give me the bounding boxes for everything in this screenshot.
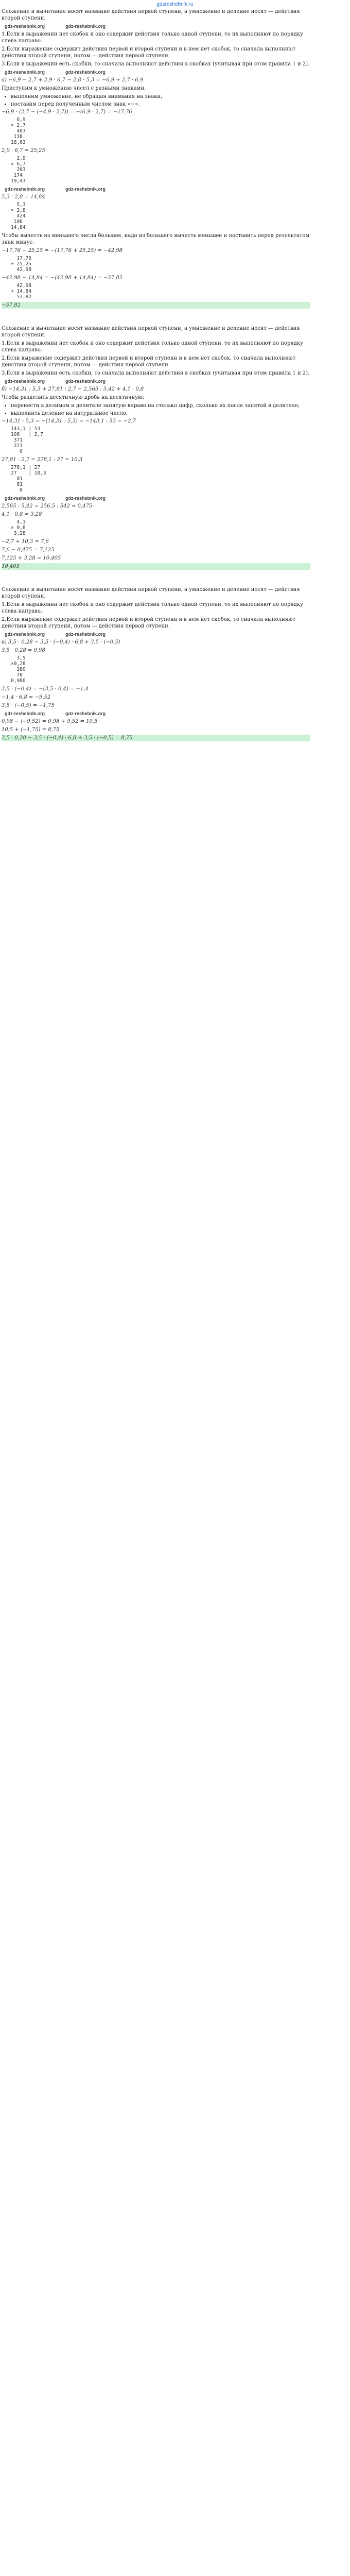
task-c: в) 3,5 · 0,28 − 3,5 · (−0,4) · 6,8 + 3,5 · (−0,5) [2, 639, 120, 645]
rule-1: 1.Если в выражении нет скобок и оно содержит действия только одной ступени, то их выполняют по порядку слева направо. [2, 602, 303, 614]
equation: 3,5 · 0,28 = 0,98 [2, 648, 45, 653]
column-calc: 143,1 | 53 106 | 2,7 371 371 0 [11, 426, 43, 454]
intro-text: Сложение и вычитание носят название действия первой ступени, а умножение и деление носят — действия второй ступени. [2, 9, 300, 21]
task-b: б) −14,31 : 5,3 + 27,81 : 2,7 − 2,565 : 5,42 + 4,1 · 0,8 [2, 386, 144, 392]
equation: −42,98 − 14,84 = −(42,98 + 14,84) = −57,82 [2, 275, 123, 281]
equation: −1,4 · 6,8 = −9,52 [2, 694, 51, 700]
column-calc: 4,1 × 0,8 3,28 [11, 519, 26, 536]
rule-1: 1.Если в выражении нет скобок и оно содержит действия только одной ступени, то их выполняют по порядку слева направо. [2, 341, 303, 353]
watermark: gdz-reshebnik.org [65, 496, 106, 501]
watermark: gdz-reshebnik.org [5, 711, 45, 716]
equation: 7,125 + 3,28 = 10,405 [2, 555, 61, 561]
watermark: gdz-reshebnik.org [5, 70, 45, 75]
column-calc: 42,98 + 14,84 57,82 [11, 283, 32, 300]
task-a: а) −6,9 − 2,7 + 2,9 · 6,7 − 2,8 · 5,3 = −6,9 + 2,7 · 6,9. [2, 77, 145, 83]
rule-2: 2.Если выражение содержит действия первой и второй ступени и в нем нет скобок, то сначала выполняют действия второй ступени, потом — действия первой ступени. [2, 355, 296, 368]
site-header[interactable]: gdzreshebnik.ru [156, 2, 194, 7]
watermark: gdz-reshebnik.org [5, 496, 45, 501]
answer-a: −57,82 [2, 302, 310, 309]
section-c [2, 586, 310, 741]
equation: 2,565 : 5,42 = 256,5 : 542 ≈ 0,475 [2, 503, 93, 509]
intro-text: Сложение и вычитание носят название действия первой ступени, а умножение и деление носят — действия второй ступени. [2, 326, 300, 338]
section-b [2, 325, 310, 570]
step: • поставим перед полученным числом знак «−». [11, 101, 310, 108]
watermark: gdz-reshebnik.org [5, 379, 45, 384]
equation: −6,9 · (2,7 − (−4,9 · 2,7)) = −(6,9 · 2,7) = −17,76 [2, 109, 132, 115]
watermark: gdz-reshebnik.org [65, 70, 106, 75]
multiply-note: Приступим к умножению чисел с разными знаками. [2, 86, 146, 91]
watermark: gdz-reshebnik.org [65, 24, 106, 29]
rule-3: 3.Если в выражении есть скобки, то сначала выполняют действия в скобках (учитывая при этом правила 1 и 2). [2, 370, 310, 376]
watermark: gdz-reshebnik.org [65, 187, 106, 192]
equation: 2,9 · 6,7 = 25,25 [2, 148, 45, 154]
section-a [2, 8, 310, 309]
column-calc: 278,1 | 27 27 | 10,3 81 81 0 [11, 465, 46, 493]
rule-1: 1.Если в выражении нет скобок и оно содержит действия только одной ступени, то их выполняют по порядку слева направо. [2, 31, 303, 44]
equation: 3,5 · (−0,5) = −1,75 [2, 703, 55, 708]
column-calc: 5,3 × 2,8 424 106 14,84 [11, 202, 26, 230]
equation: 0,98 − (−9,52) = 0,98 + 9,52 = 10,5 [2, 719, 98, 724]
rule-3: 3.Если в выражении есть скобки, то сначала выполняют действия в скобках (учитывая при этом правила 1 и 2). [2, 61, 310, 67]
final-equation: 3,5 · 0,28 − 3,5 · (−0,4) · 6,8 + 3,5 · (−0,5) = 8,75 [2, 735, 310, 741]
equation: 4,1 · 0,8 = 3,28 [2, 512, 42, 517]
equation: −2,7 + 10,3 = 7,6 [2, 539, 49, 545]
watermark: gdz-reshebnik.org [5, 24, 45, 29]
answer-b: 10,405 [2, 563, 310, 570]
equation: 10,5 + (−1,75) = 8,75 [2, 727, 60, 733]
equation: −14,31 : 5,3 = −(14,31 : 5,3) = −143,1 : 53 = −2,7 [2, 418, 136, 424]
watermark: gdz-reshebnik.org [65, 632, 106, 637]
solution-content [2, 8, 310, 745]
rule-2: 2.Если выражение содержит действия первой и второй ступени и в нем нет скобок, то сначала выполняют действия второй ступени, потом — действия первой ступени. [2, 617, 296, 629]
equation: 5,3 · 2,8 = 14,84 [2, 194, 45, 200]
divide-steps [11, 402, 310, 417]
column-calc: 3,5 ×0,28 280 70 0,980 [11, 655, 26, 684]
step: • выполнить деление на натуральное число. [11, 410, 310, 417]
equation: 7,6 − 0,475 = 7,125 [2, 547, 55, 553]
step: • выполним умножение, не обращая внимания на знаки; [11, 93, 310, 100]
steps-list [11, 93, 310, 108]
divide-note: Чтобы разделить десятичную дробь на десятичную: [2, 395, 145, 400]
column-calc: 2,9 × 6,7 203 174 19,43 [11, 156, 26, 184]
watermark: gdz-reshebnik.org [65, 379, 106, 384]
watermark: gdz-reshebnik.org [5, 632, 45, 637]
column-calc: 6,9 × 2,7 483 138 18,63 [11, 117, 26, 145]
column-calc: 17,76 + 25,25 42,98 [11, 256, 32, 273]
subtract-note: Чтобы вычесть из меньшего числа большее, надо из большего вычесть меньшее и поставить перед результатом знак минус. [2, 233, 310, 245]
watermark: gdz-reshebnik.org [65, 711, 106, 716]
step: • перенести в делимом и делителе запятую вправо на столько цифр, сколько их после запятой в делителе; [11, 402, 310, 409]
equation: 3,5 · (−0,4) = −(3,5 · 0,4) = −1,4 [2, 686, 89, 692]
intro-text: Сложение и вычитание носят название действия первой ступени, а умножение и деление носят — действия второй ступени. [2, 587, 300, 599]
equation: −17,76 − 25,25 = −(17,76 + 25,25) = −42,98 [2, 248, 123, 253]
watermark: gdz-reshebnik.org [5, 187, 45, 192]
rule-2: 2.Если выражение содержит действия первой и второй ступени и в нем нет скобок, то сначала выполняют действия второй ступени, потом — действия первой ступени. [2, 46, 296, 59]
equation: 27,81 : 2,7 = 278,1 : 27 = 10,3 [2, 457, 83, 463]
